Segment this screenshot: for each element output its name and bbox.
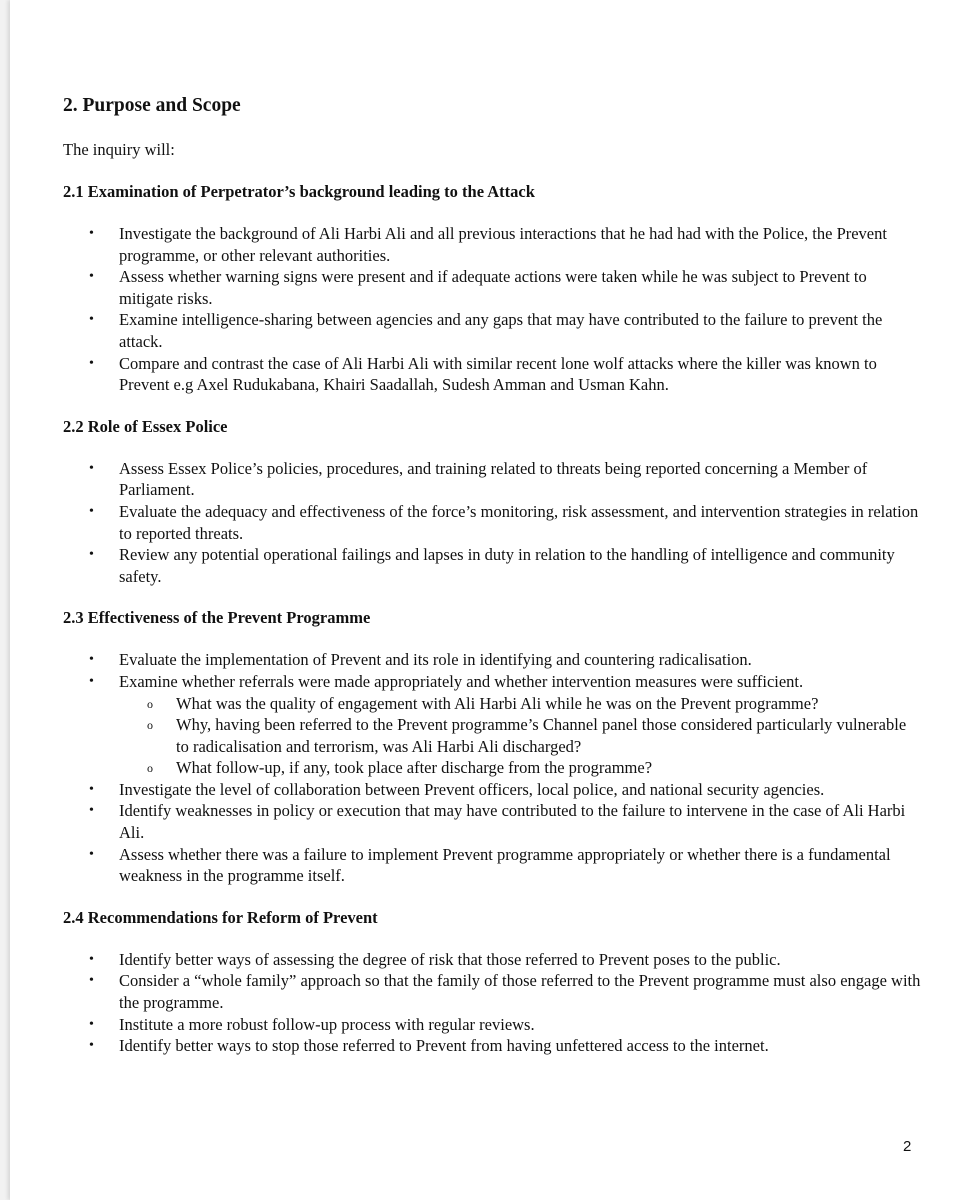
sub-list-item xyxy=(119,757,923,779)
list-item-text: Examine intelligence-sharing between agencies and any gaps that may have contributed to the failure to prevent the attack. xyxy=(119,310,883,351)
list-item-text: Identify better ways of assessing the degree of risk that those referred to Prevent poses to the public. xyxy=(119,949,781,969)
list-item xyxy=(63,544,923,587)
list-item xyxy=(63,949,923,971)
bullet-icon: • xyxy=(89,673,94,689)
sub-bullet-icon: o xyxy=(147,718,153,733)
list-item-text: Identify better ways to stop those referred to Prevent from having unfettered access to the internet. xyxy=(119,1036,769,1056)
list-item xyxy=(63,800,923,843)
list-item xyxy=(63,353,923,396)
subsection-heading-2-3: 2.3 Effectiveness of the Prevent Programme xyxy=(63,608,371,628)
bullet-icon: • xyxy=(89,312,94,328)
bullet-icon: • xyxy=(89,846,94,862)
list-item-text: Evaluate the implementation of Prevent and its role in identifying and countering radicalisation. xyxy=(119,650,752,670)
bullet-icon: • xyxy=(89,1016,94,1032)
list-item-text: Assess whether there was a failure to implement Prevent programme appropriately or whether there is a fundamental weakness in the programme itself. xyxy=(119,844,891,886)
bullet-icon: • xyxy=(89,503,94,519)
list-item xyxy=(63,309,923,352)
list-item xyxy=(63,970,923,1013)
bullet-icon: • xyxy=(89,803,94,819)
list-item-text: Institute a more robust follow-up process with regular reviews. xyxy=(119,1014,535,1034)
list-item xyxy=(63,223,923,266)
list-item xyxy=(63,1035,923,1057)
sub-list-item-text: What was the quality of engagement with Ali Harbi Ali while he was on the Prevent programme? xyxy=(176,693,819,713)
list-item xyxy=(63,779,923,801)
list-item xyxy=(63,671,923,779)
sub-list-item xyxy=(119,693,923,715)
list-item xyxy=(63,266,923,309)
sub-list-item xyxy=(119,714,923,757)
document-page xyxy=(10,0,970,1200)
bullet-list-2-2 xyxy=(63,458,923,588)
subsection-heading-2-1: 2.1 Examination of Perpetrator’s background leading to the Attack xyxy=(63,182,535,201)
list-item-text: Identify weaknesses in policy or execution that may have contributed to the failure to intervene in the case of Ali Harbi Ali. xyxy=(119,801,906,843)
list-item-text: Evaluate the adequacy and effectiveness of the force’s monitoring, risk assessment, and intervention strategies in relation to reported threats. xyxy=(119,501,919,543)
list-item xyxy=(63,501,923,544)
bullet-icon: • xyxy=(89,781,94,797)
bullet-icon: • xyxy=(89,226,94,241)
bullet-icon: • xyxy=(89,460,94,476)
list-item xyxy=(63,458,923,501)
list-item-text: Investigate the background of Ali Harbi Ali and all previous interactions that he had had with the Police, the Prevent programme, or other relevant authorities. xyxy=(119,224,887,265)
list-item-text: Assess Essex Police’s policies, procedures, and training related to threats being reported concerning a Member of Parliament. xyxy=(119,458,868,500)
bullet-icon: • xyxy=(89,547,94,563)
list-item xyxy=(63,844,923,887)
page-number: 2 xyxy=(903,1138,912,1155)
bullet-list-2-1 xyxy=(63,223,923,396)
sub-bullet-icon: o xyxy=(147,696,153,711)
sub-bullet-icon: o xyxy=(147,761,153,776)
bullet-icon: • xyxy=(89,269,94,285)
list-item-text: Review any potential operational failings and lapses in duty in relation to the handling of intelligence and community safety. xyxy=(119,545,895,586)
bullet-list-2-4 xyxy=(63,949,923,1057)
sub-bullet-list xyxy=(119,693,923,779)
subsection-heading-2-2: 2.2 Role of Essex Police xyxy=(63,416,228,436)
list-item-text: Examine whether referrals were made appropriately and whether intervention measures were sufficient. xyxy=(119,671,804,691)
list-item-text: Assess whether warning signs were present and if adequate actions were taken while he was subject to Prevent to mitigate risks. xyxy=(119,267,867,308)
section-intro: The inquiry will: xyxy=(63,140,175,159)
page-content xyxy=(63,93,923,1057)
sub-list-item-text: Why, having been referred to the Prevent programme’s Channel panel those considered particularly vulnerable to radicalisation and terrorism, was Ali Harbi Ali discharged? xyxy=(176,715,907,756)
bullet-list-2-3 xyxy=(63,649,923,887)
list-item-text: Compare and contrast the case of Ali Harbi Ali with similar recent lone wolf attacks where the killer was known to Prevent e.g Axel Rudukabana, Khairi Saadallah, Sudesh Amman and Usman Kahn. xyxy=(119,353,877,395)
bullet-icon: • xyxy=(89,1038,94,1054)
list-item xyxy=(63,1014,923,1036)
subsection-heading-2-4: 2.4 Recommendations for Reform of Prevent xyxy=(63,907,378,927)
bullet-icon: • xyxy=(89,355,94,371)
section-title: 2. Purpose and Scope xyxy=(63,95,241,116)
list-item xyxy=(63,649,923,671)
bullet-icon: • xyxy=(89,973,94,989)
bullet-icon: • xyxy=(89,652,94,668)
sub-list-item-text: What follow-up, if any, took place after discharge from the programme? xyxy=(176,758,653,778)
bullet-icon: • xyxy=(89,951,94,967)
list-item-text: Investigate the level of collaboration between Prevent officers, local police, and national security agencies. xyxy=(119,779,825,799)
list-item-text: Consider a “whole family” approach so that the family of those referred to the Prevent programme must also engage with the programme. xyxy=(119,971,921,1013)
